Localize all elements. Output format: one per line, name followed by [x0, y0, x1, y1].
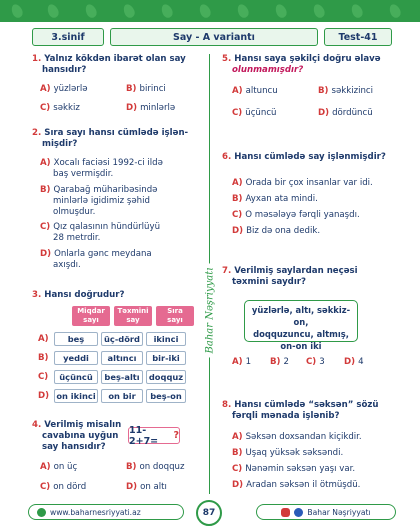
question-8: [222, 400, 402, 422]
q2-option-c[interactable]: C) Qız qalasının hündürlüyü 28 metrdir.: [40, 222, 161, 243]
q8-option-c[interactable]: C) Nənəmin səksən yaşı var.: [232, 464, 356, 474]
globe-icon: [37, 508, 46, 517]
facebook-icon: [294, 508, 303, 517]
numbers-box: yüzlərlə, altı, səkkiz-on, doqquzuncu, altmış, on-on iki: [244, 300, 358, 342]
question-5-text: 5. Hansı saya şəkilçi doğru əlavə olunmamışdır?: [222, 54, 381, 75]
leaf-icon: [236, 3, 251, 20]
q7-option-b[interactable]: B) 2: [270, 357, 289, 367]
question-8-text: 8. Hansı cümlədə “səksən” sözü fərqli mənada işlənib?: [222, 400, 379, 421]
table-cell: ikinci: [146, 332, 186, 346]
table-header: Təxmini say: [114, 306, 152, 326]
q8-option-b[interactable]: B) Uşaq yüksək səksəndi.: [232, 448, 344, 458]
question-4: [32, 420, 132, 453]
leaf-icon: [198, 3, 213, 20]
website-link[interactable]: www.baharnesriyyati.az: [28, 504, 184, 520]
page-title: Say - A variantı: [110, 28, 318, 46]
q2-option-a[interactable]: A) Xocalı faciəsi 1992-ci ildə baş vermişdir.: [40, 158, 163, 179]
instagram-icon: [281, 508, 290, 517]
q1-option-b[interactable]: B) birinci: [126, 84, 166, 94]
page-footer: [0, 496, 420, 530]
social-link[interactable]: Bahar Nəşriyyatı: [256, 504, 396, 520]
q2-option-b[interactable]: B) Qarabağ müharibəsində minlərlə igidimiz şəhid olmuşdur.: [40, 185, 158, 217]
table-cell: beş-altı: [101, 370, 143, 384]
q5-option-a[interactable]: A) altuncu: [232, 86, 278, 96]
question-2: [32, 128, 202, 150]
leaf-icon: [46, 3, 61, 20]
q2-option-d[interactable]: D) Onlarla gənc meydana axışdı.: [40, 249, 152, 270]
q3-option-a-letter[interactable]: A): [38, 334, 49, 344]
q4-option-c[interactable]: C) on dörd: [40, 482, 87, 492]
test-label: Test-41: [324, 28, 392, 46]
question-6-text: 6. Hansı cümlədə say işlənmişdir?: [222, 152, 386, 162]
table-cell: yeddi: [54, 351, 98, 365]
table-cell: beş: [54, 332, 98, 346]
leaf-icon: [122, 3, 137, 20]
leaf-icon: [388, 3, 403, 20]
leaf-icon: [274, 3, 289, 20]
q4-option-a[interactable]: A) on üç: [40, 462, 78, 472]
side-publisher-label: Bahar Nəşriyyatı: [188, 240, 232, 380]
table-cell: bir-iki: [146, 351, 186, 365]
q7-option-c[interactable]: C) 3: [306, 357, 325, 367]
q6-option-b[interactable]: B) Ayxan ata mindi.: [232, 194, 318, 204]
q1-option-a[interactable]: A) yüzlərlə: [40, 84, 88, 94]
q6-option-d[interactable]: D) Biz də ona dedik.: [232, 226, 321, 236]
q3-option-c-letter[interactable]: C): [38, 372, 49, 382]
leaf-icon: [160, 3, 175, 20]
page-number: 87: [196, 500, 222, 526]
equation-box: 11-2+7= ?: [129, 424, 179, 447]
q8-option-d[interactable]: D) Aradan səksən il ötmüşdü.: [232, 480, 361, 490]
table-cell: doqquz: [146, 370, 186, 384]
question-5: [222, 54, 402, 76]
leaf-icon: [84, 3, 99, 20]
leaf-icon: [350, 3, 365, 20]
leaf-icon: [10, 3, 25, 20]
table-cell: on bir: [101, 389, 143, 403]
q7-option-d[interactable]: D) 4: [344, 357, 364, 367]
header-row: [32, 28, 392, 46]
q5-option-b[interactable]: B) səkkizinci: [318, 86, 374, 96]
question-7-text: 7. Verilmiş saylardan neçəsi təxmini saydır?: [222, 266, 358, 287]
question-1: [32, 54, 202, 76]
table-cell: on ikinci: [54, 389, 98, 403]
table-header: Miqdar sayı: [72, 306, 110, 326]
question-4-text: 4. Verilmiş misalın cavabına uyğun say hansıdır?: [32, 420, 122, 452]
table-cell: beş-on: [146, 389, 186, 403]
question-2-text: 2. Sıra sayı hansı cümlədə işlən- mişdir?: [32, 128, 189, 149]
table-cell: üçüncü: [54, 370, 98, 384]
q3-option-b-letter[interactable]: B): [38, 353, 49, 363]
q4-option-d[interactable]: D) on altı: [126, 482, 167, 492]
q5-option-d[interactable]: D) dördüncü: [318, 108, 373, 118]
q7-option-a[interactable]: A) 1: [232, 357, 252, 367]
q8-option-a[interactable]: A) Səksən doxsandan kiçikdir.: [232, 432, 362, 442]
top-decorative-strip: [0, 0, 420, 22]
question-1-text: 1. Yalnız kökdən ibarət olan say hansıdır?: [32, 54, 186, 75]
q6-option-a[interactable]: A) Orada bir çox insanlar var idi.: [232, 178, 373, 188]
q1-option-c[interactable]: C) səkkiz: [40, 103, 80, 113]
table-cell: altıncı: [101, 351, 143, 365]
q1-option-d[interactable]: D) minlərlə: [126, 103, 176, 113]
q4-option-b[interactable]: B) on doqquz: [126, 462, 185, 472]
table-cell: üç-dörd: [101, 332, 143, 346]
question-3-text: 3. Hansı doğrudur?: [32, 290, 125, 300]
grade-label: 3.sinif: [32, 28, 104, 46]
q6-option-c[interactable]: C) O məsələyə fərqli yanaşdı.: [232, 210, 360, 220]
leaf-icon: [312, 3, 327, 20]
table-header: Sıra sayı: [156, 306, 194, 326]
question-6: [222, 152, 402, 163]
question-7: [222, 266, 402, 288]
q5-option-c[interactable]: C) üçüncü: [232, 108, 277, 118]
q3-option-d-letter[interactable]: D): [38, 391, 50, 401]
question-3: [32, 290, 202, 301]
